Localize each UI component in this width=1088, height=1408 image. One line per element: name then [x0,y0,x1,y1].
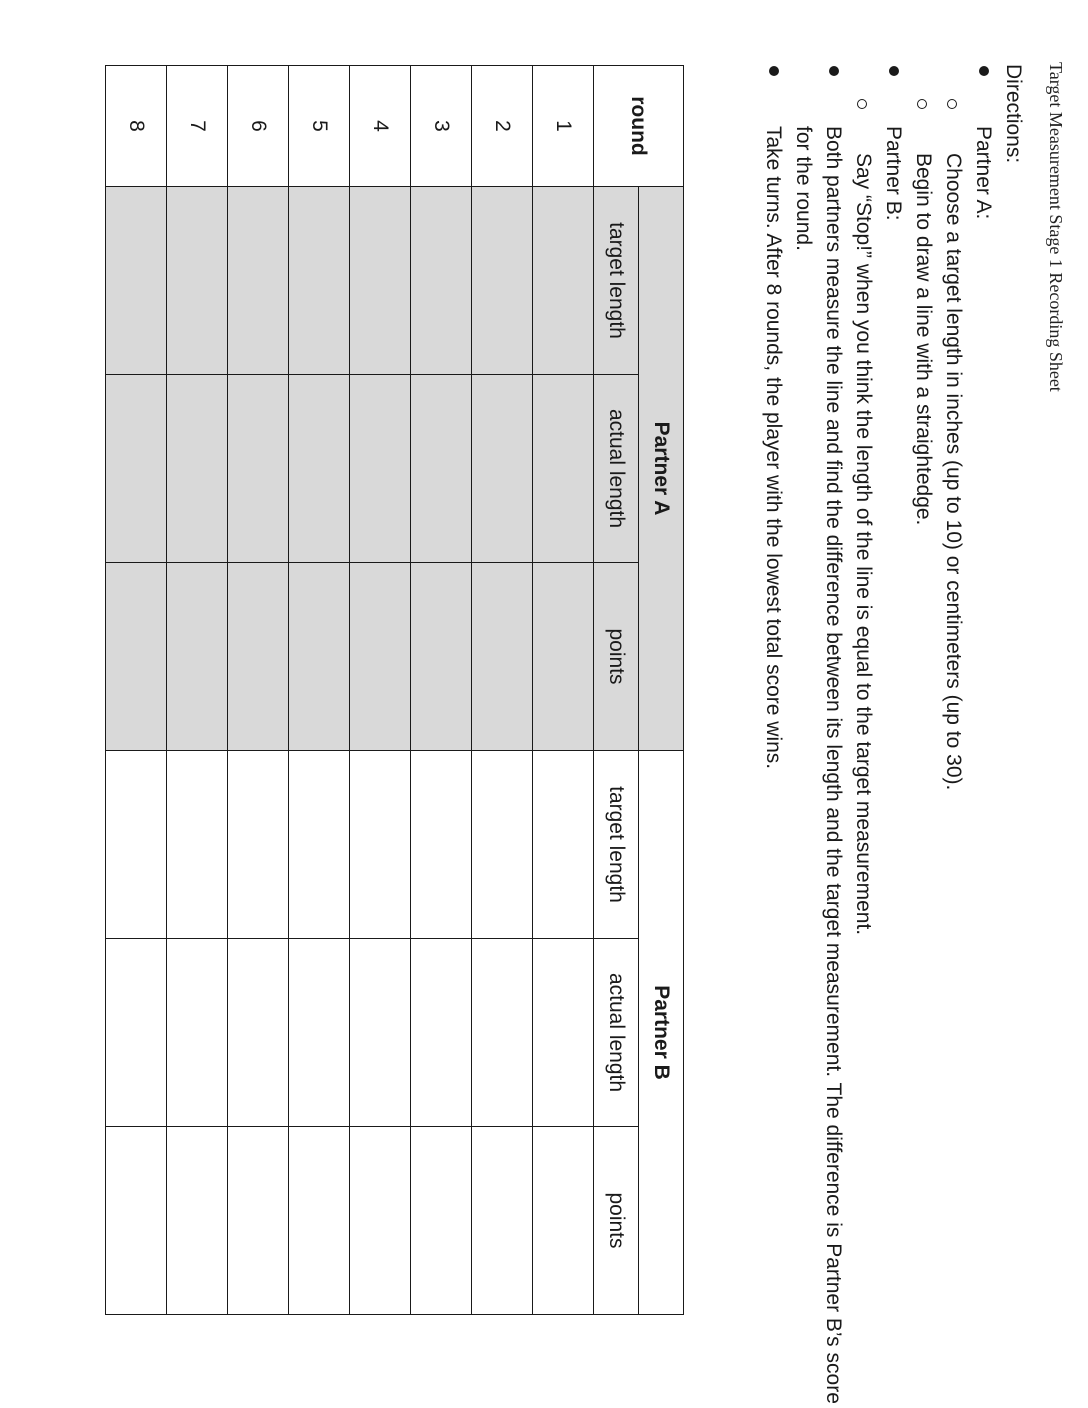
round-number: 3 [411,66,472,187]
directions-item-turns: Take turns. After 8 rounds, the player with the lowest total score wins. [758,64,788,1408]
partner-a-target-length-cell[interactable] [533,187,594,375]
partner-b-points-header: points [594,1127,639,1315]
partner-b-actual-length-header: actual length [594,939,639,1127]
partner-b-points-cell[interactable] [289,1127,350,1315]
partner-b-target-length-cell[interactable] [411,751,472,939]
partner-b-points-cell[interactable] [350,1127,411,1315]
round-header: round [594,66,684,187]
partner-b-points-cell[interactable] [411,1127,472,1315]
partner-a-label: Partner A: [972,126,995,220]
partner-a-step: Choose a target length in inches (up to 10) or centimeters (up to 30). [938,95,968,1408]
partner-a-points-cell[interactable] [472,563,533,751]
partner-b-actual-length-cell[interactable] [106,939,167,1127]
round-number: 4 [350,66,411,187]
partner-b-target-length-cell[interactable] [533,751,594,939]
partner-a-target-length-header: target length [594,187,639,375]
partner-b-points-cell[interactable] [472,1127,533,1315]
partner-b-actual-length-cell[interactable] [472,939,533,1127]
table-row [411,66,472,1315]
partner-a-points-cell[interactable] [106,563,167,751]
partner-b-actual-length-cell[interactable] [167,939,228,1127]
table-subheader-row [594,66,639,1315]
partner-b-target-length-cell[interactable] [167,751,228,939]
partner-a-target-length-cell[interactable] [411,187,472,375]
partner-b-points-cell[interactable] [106,1127,167,1315]
partner-a-points-cell[interactable] [350,563,411,751]
partner-b-target-length-cell[interactable] [350,751,411,939]
table-row [228,66,289,1315]
partner-a-actual-length-cell[interactable] [289,375,350,563]
directions-list [758,64,998,1408]
partner-a-points-cell[interactable] [289,563,350,751]
round-number: 2 [472,66,533,187]
partner-b-target-length-header: target length [594,751,639,939]
partner-b-steps [848,126,878,1408]
directions-item-partner-b [848,64,908,1408]
partner-a-target-length-cell[interactable] [167,187,228,375]
partner-a-actual-length-cell[interactable] [228,375,289,563]
partner-a-actual-length-cell[interactable] [472,375,533,563]
partner-a-points-cell[interactable] [228,563,289,751]
partner-b-points-cell[interactable] [228,1127,289,1315]
directions-section [758,64,1028,1408]
round-rows [106,66,594,1315]
partner-a-points-cell[interactable] [411,563,472,751]
table-row [106,66,167,1315]
partner-b-step: Say “Stop!” when you think the length of the line is equal to the target measurement. [848,95,878,1408]
partner-a-actual-length-cell[interactable] [167,375,228,563]
partner-a-step: Begin to draw a line with a straightedge. [908,95,938,1408]
partner-a-points-cell[interactable] [533,563,594,751]
partner-b-actual-length-cell[interactable] [228,939,289,1127]
directions-item-both: Both partners measure the line and find the difference between its length and the target measurement. The difference is Partner B’s score for the round. [788,64,848,1408]
partner-b-actual-length-cell[interactable] [533,939,594,1127]
partner-a-actual-length-cell[interactable] [533,375,594,563]
partner-a-actual-length-cell[interactable] [350,375,411,563]
partner-b-target-length-cell[interactable] [106,751,167,939]
round-number: 8 [106,66,167,187]
round-number: 5 [289,66,350,187]
partner-b-actual-length-cell[interactable] [350,939,411,1127]
partner-b-label: Partner B: [882,126,905,221]
partner-a-points-cell[interactable] [167,563,228,751]
partner-b-points-cell[interactable] [533,1127,594,1315]
partner-a-target-length-cell[interactable] [228,187,289,375]
table-row [350,66,411,1315]
page-title: Target Measurement Stage 1 Recording Sheet [1046,62,1066,392]
table-header-row [639,66,684,1315]
table-row [167,66,228,1315]
partner-a-target-length-cell[interactable] [472,187,533,375]
table-row [289,66,350,1315]
partner-b-actual-length-cell[interactable] [289,939,350,1127]
score-table [105,65,684,1315]
partner-b-target-length-cell[interactable] [472,751,533,939]
partner-a-points-header: points [594,563,639,751]
partner-b-target-length-cell[interactable] [228,751,289,939]
partner-a-header: Partner A [639,187,684,751]
partner-a-target-length-cell[interactable] [350,187,411,375]
partner-a-actual-length-header: actual length [594,375,639,563]
round-number: 1 [533,66,594,187]
round-number: 6 [228,66,289,187]
directions-item-partner-a [908,64,998,1408]
partner-a-actual-length-cell[interactable] [411,375,472,563]
partner-a-actual-length-cell[interactable] [106,375,167,563]
partner-b-points-cell[interactable] [167,1127,228,1315]
round-number: 7 [167,66,228,187]
partner-b-header: Partner B [639,751,684,1315]
partner-b-target-length-cell[interactable] [289,751,350,939]
table-row [533,66,594,1315]
partner-a-target-length-cell[interactable] [289,187,350,375]
partner-a-target-length-cell[interactable] [106,187,167,375]
partner-a-steps [908,126,968,1408]
directions-heading: Directions: [1002,64,1025,164]
table-row [472,66,533,1315]
partner-b-actual-length-cell[interactable] [411,939,472,1127]
